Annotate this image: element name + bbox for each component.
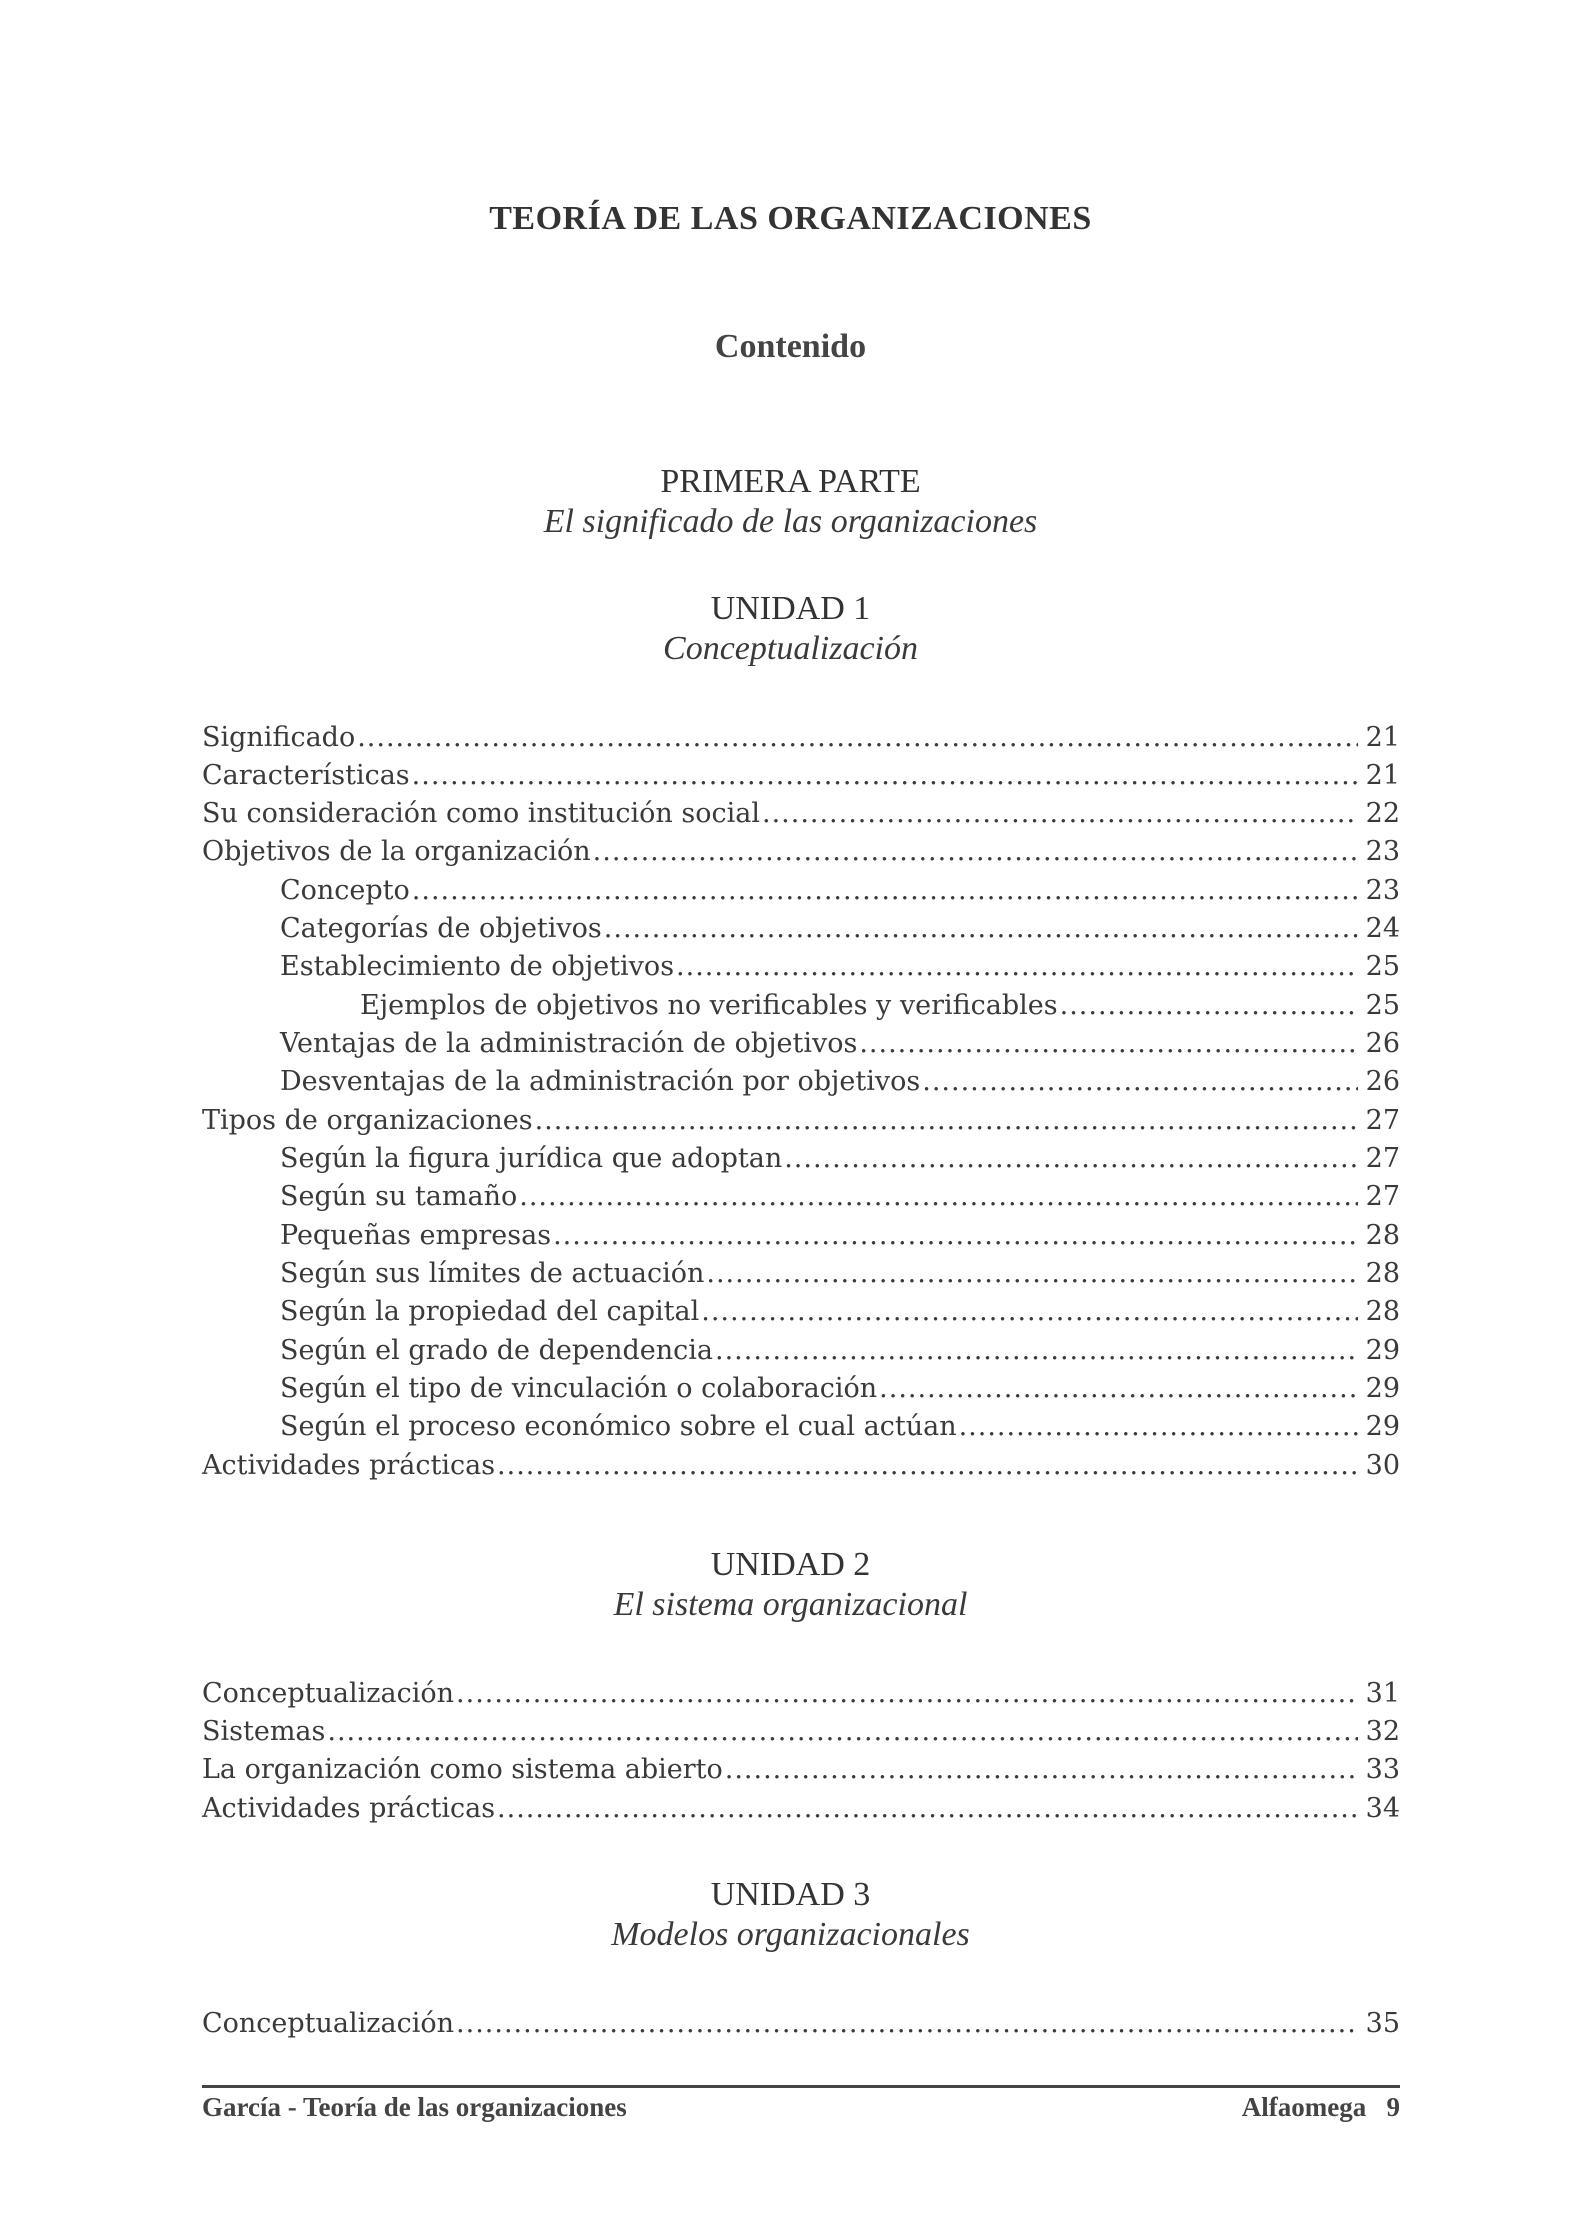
toc-entry-page: 33	[1365, 1754, 1400, 1785]
toc-entry-page: 31	[1365, 1678, 1400, 1709]
toc-entry-title: Según su tamaño	[280, 1181, 518, 1212]
toc-entry-page: 24	[1365, 913, 1400, 944]
toc-entry-title: Concepto	[280, 875, 410, 906]
toc-entry-title: Según la figura jurídica que adoptan	[280, 1143, 783, 1174]
toc-entry-page: 26	[1365, 1028, 1400, 1059]
dot-leader	[859, 1028, 1358, 1059]
book-title: TEORÍA DE LAS ORGANIZACIONES	[489, 200, 1092, 237]
toc-entry[interactable]	[202, 836, 1400, 874]
dot-leader	[456, 2008, 1358, 2039]
dot-leader	[879, 1373, 1358, 1404]
contents-title: Contenido	[714, 328, 867, 365]
toc-entry[interactable]	[280, 875, 1400, 913]
toc-entry-title: La organización como sistema abierto	[202, 1754, 723, 1785]
dot-leader	[412, 875, 1358, 906]
toc-entry[interactable]	[280, 1296, 1400, 1334]
dot-leader	[553, 1220, 1358, 1251]
toc-entry-page: 21	[1365, 760, 1400, 791]
dot-leader	[604, 913, 1358, 944]
dot-leader	[676, 951, 1358, 982]
unit-1-label: UNIDAD 1	[710, 590, 871, 627]
dot-leader	[701, 1296, 1358, 1327]
dot-leader	[497, 1450, 1358, 1481]
toc-entry-page: 27	[1365, 1105, 1400, 1136]
dot-leader	[535, 1105, 1358, 1136]
dot-leader	[357, 722, 1358, 753]
unit-3-heading	[0, 1875, 1581, 1955]
toc-entry-title: Ventajas de la administración de objetivos	[280, 1028, 858, 1059]
toc-entry-title: Ejemplos de objetivos no verificables y verificables	[360, 990, 1058, 1021]
toc-entry-page: 28	[1365, 1296, 1400, 1327]
toc-entry-title: Según el grado de dependencia	[280, 1335, 713, 1366]
toc-entry-title: Su consideración como institución social	[202, 798, 760, 829]
toc-entry[interactable]	[202, 2008, 1400, 2046]
toc-entry-title: Significado	[202, 722, 356, 753]
footer-book-credit: García - Teoría de las organizaciones	[202, 2092, 627, 2122]
toc-entry-page: 25	[1365, 990, 1400, 1021]
dot-leader	[519, 1181, 1358, 1212]
unit-2-subtitle: El sistema organizacional	[613, 1586, 968, 1623]
unit-3-subtitle: Modelos organizacionales	[611, 1916, 970, 1953]
toc-entry[interactable]	[202, 722, 1400, 760]
page-footer	[202, 2092, 1400, 2123]
toc-entry-page: 29	[1365, 1373, 1400, 1404]
toc-entry[interactable]	[360, 990, 1400, 1028]
toc-entry[interactable]	[280, 1258, 1400, 1296]
toc-entry-title: Objetivos de la organización	[202, 836, 591, 867]
toc-entry-page: 27	[1365, 1181, 1400, 1212]
toc-entry[interactable]	[202, 1105, 1400, 1143]
toc-entry-page: 27	[1365, 1143, 1400, 1174]
part-label: PRIMERA PARTE	[660, 463, 921, 500]
toc-entry-page: 28	[1365, 1258, 1400, 1289]
toc-entry-page: 32	[1365, 1716, 1400, 1747]
toc-entry[interactable]	[280, 1066, 1400, 1104]
dot-leader	[922, 1066, 1358, 1097]
toc-entry-page: 25	[1365, 951, 1400, 982]
toc-entry-page: 34	[1365, 1793, 1400, 1824]
toc-entry-title: Pequeñas empresas	[280, 1220, 552, 1251]
toc-entry[interactable]	[280, 1028, 1400, 1066]
toc-entry-title: Según el tipo de vinculación o colaboración	[280, 1373, 878, 1404]
part-subtitle: El significado de las organizaciones	[543, 503, 1038, 540]
toc-entry[interactable]	[280, 951, 1400, 989]
dot-leader	[497, 1793, 1358, 1824]
dot-leader	[762, 798, 1358, 829]
dot-leader	[725, 1754, 1358, 1785]
toc-entry[interactable]	[202, 1678, 1400, 1716]
toc-entry-title: Actividades prácticas	[202, 1793, 496, 1824]
toc-entry-title: Categorías de objetivos	[280, 913, 602, 944]
toc-entry-page: 29	[1365, 1411, 1400, 1442]
toc-entry[interactable]	[202, 1793, 1400, 1831]
toc-entry-title: Establecimiento de objetivos	[280, 951, 675, 982]
unit-1-subtitle: Conceptualización	[663, 630, 918, 667]
toc-entry-page: 23	[1365, 875, 1400, 906]
toc-entry-title: Desventajas de la administración por objetivos	[280, 1066, 921, 1097]
toc-entry-title: Según el proceso económico sobre el cual actúan	[280, 1411, 957, 1442]
unit-3-label: UNIDAD 3	[710, 1876, 871, 1913]
toc-entry[interactable]	[280, 913, 1400, 951]
dot-leader	[412, 760, 1358, 791]
toc-entry[interactable]	[280, 1143, 1400, 1181]
toc-entry-title: Conceptualización	[202, 1678, 455, 1709]
toc-entry[interactable]	[202, 760, 1400, 798]
toc-entry-page: 21	[1365, 722, 1400, 753]
dot-leader	[706, 1258, 1358, 1289]
toc-entry[interactable]	[202, 1450, 1400, 1488]
footer-publisher-page: Alfaomega 9	[1241, 2092, 1400, 2122]
dot-leader	[593, 836, 1358, 867]
toc-entry-title: Actividades prácticas	[202, 1450, 496, 1481]
dot-leader	[715, 1335, 1358, 1366]
toc-entry[interactable]	[280, 1181, 1400, 1219]
toc-entry[interactable]	[202, 1754, 1400, 1792]
dot-leader	[327, 1716, 1358, 1747]
toc-entry-title: Según la propiedad del capital	[280, 1296, 700, 1327]
dot-leader	[456, 1678, 1358, 1709]
toc-entry-page: 35	[1365, 2008, 1400, 2039]
toc-entry-title: Tipos de organizaciones	[202, 1105, 533, 1136]
toc-entry-title: Sistemas	[202, 1716, 326, 1747]
toc-entry[interactable]	[280, 1373, 1400, 1411]
toc-entry-page: 26	[1365, 1066, 1400, 1097]
toc-entry-page: 29	[1365, 1335, 1400, 1366]
toc-entry-title: Conceptualización	[202, 2008, 455, 2039]
footer-divider	[202, 2085, 1400, 2088]
toc-entry-page: 28	[1365, 1220, 1400, 1251]
part-heading	[0, 462, 1581, 542]
toc-entry-title: Según sus límites de actuación	[280, 1258, 705, 1289]
toc-entry-page: 22	[1365, 798, 1400, 829]
toc-entry-page: 23	[1365, 836, 1400, 867]
dot-leader	[1060, 990, 1358, 1021]
toc-entry[interactable]	[202, 1716, 1400, 1754]
toc-entry[interactable]	[202, 798, 1400, 836]
dot-leader	[959, 1411, 1358, 1442]
toc-entry[interactable]	[280, 1220, 1400, 1258]
unit-1-heading	[0, 589, 1581, 669]
unit-2-label: UNIDAD 2	[710, 1546, 871, 1583]
toc-entry-page: 30	[1365, 1450, 1400, 1481]
unit-2-heading	[0, 1545, 1581, 1625]
toc-entry-title: Características	[202, 760, 410, 791]
toc-entry[interactable]	[280, 1411, 1400, 1449]
dot-leader	[784, 1143, 1358, 1174]
toc-entry[interactable]	[280, 1335, 1400, 1373]
